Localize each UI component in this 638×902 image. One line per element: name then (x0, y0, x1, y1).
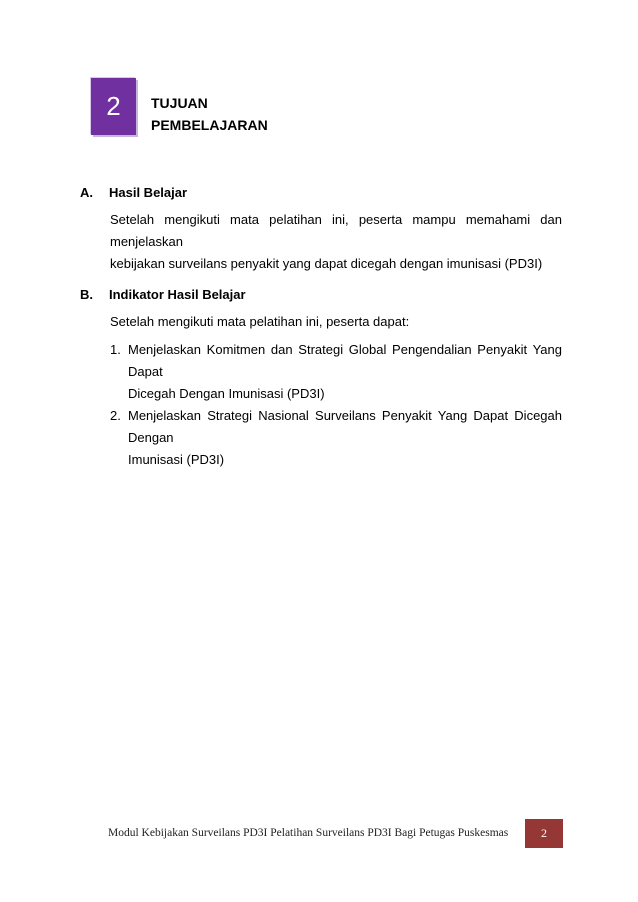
section-a-letter: A. (80, 185, 93, 200)
section-a-title: Hasil Belajar (109, 185, 188, 200)
list-item-line2: Dicegah Dengan Imunisasi (PD3I) (128, 386, 325, 401)
list-item-number: 2. (110, 408, 121, 423)
section-a-paragraph-line1: Setelah mengikuti mata pelatihan ini, peserta mampu memahami dan menjelaskan (110, 212, 562, 249)
list-item-line1: Menjelaskan Strategi Nasional Surveilans Penyakit Yang Dapat Dicegah Dengan (128, 408, 562, 445)
footer-title: Modul Kebijakan Surveilans PD3I Pelatihan Surveilans PD3I Bagi Petugas Puskesmas (108, 827, 509, 839)
chapter-title-line1: TUJUAN (151, 95, 208, 111)
page-number: 2 (525, 819, 563, 848)
section-a-paragraph (110, 209, 562, 275)
list-item (110, 339, 562, 405)
section-b-letter: B. (80, 287, 93, 302)
section-a-heading (80, 185, 187, 200)
section-b-title: Indikator Hasil Belajar (109, 287, 246, 302)
chapter-title-line2: PEMBELAJARAN (151, 117, 268, 133)
section-b-intro: Setelah mengikuti mata pelatihan ini, peserta dapat: (110, 314, 410, 329)
section-b-heading (80, 287, 246, 302)
list-item-line2: Imunisasi (PD3I) (128, 452, 225, 467)
indicator-list (110, 339, 562, 471)
section-a-paragraph-line2: kebijakan surveilans penyakit yang dapat dicegah dengan imunisasi (PD3I) (110, 256, 543, 271)
chapter-number-badge: 2 (91, 78, 136, 135)
chapter-title (151, 92, 268, 136)
list-item (110, 405, 562, 471)
list-item-number: 1. (110, 342, 121, 357)
list-item-line1: Menjelaskan Komitmen dan Strategi Global Pengendalian Penyakit Yang Dapat (128, 342, 562, 379)
